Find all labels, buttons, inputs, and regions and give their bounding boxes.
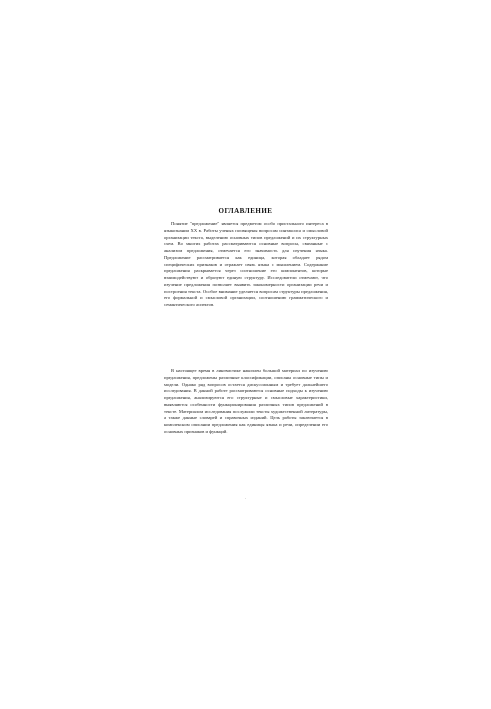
paragraph: Понятие "предложение" является предметом особо пристального интереса в языкознании XX в. Работы ученых посвящены вопросам синтаксиса и смысловой организации текста, выделению основных типов предложений и их структурных схем. Во многих работах рассматриваются основные вопросы, связанные с анализом предложения, отмечается его значимость для изучения языка. Предложение рассматривается как единица, которая обладает рядом специфических признаков и отражает связь языка с мышлением. Содержание предложения раскрывается через соотношение его компонентов, которые взаимодействуют и образуют единую структуру. Исследователи отмечают, что изучение предложения позволяет выявить закономерности организации речи и построения текста. Особое внимание уделяется вопросам структуры предложения, его формальной и смысловой организации, соотношению грамматического и семантического аспектов. <box>164 221 328 307</box>
page-title: ОГЛАВЛЕНИЕ <box>218 207 273 215</box>
paragraph: В настоящее время в лингвистике накоплен большой материал по изучению предложения, предложены различные классификации, описаны основные типы и модели. Однако ряд вопросов остается дискуссионным и требует дальнейшего исследования. В данной работе рассматриваются основные подходы к изучению предложения, анализируются его структурные и смысловые характеристики, выявляются особенности функционирования различных типов предложений в тексте. Материалом исследования послужили тексты художественной литературы, а также данные словарей и справочных изданий. Цель работы заключается в комплексном описании предложения как единицы языка и речи, определении его основных признаков и функций. <box>164 368 328 434</box>
page-number-mark: · <box>244 496 247 501</box>
body-text-block-1 <box>164 221 328 309</box>
body-text-block-2 <box>164 368 328 436</box>
